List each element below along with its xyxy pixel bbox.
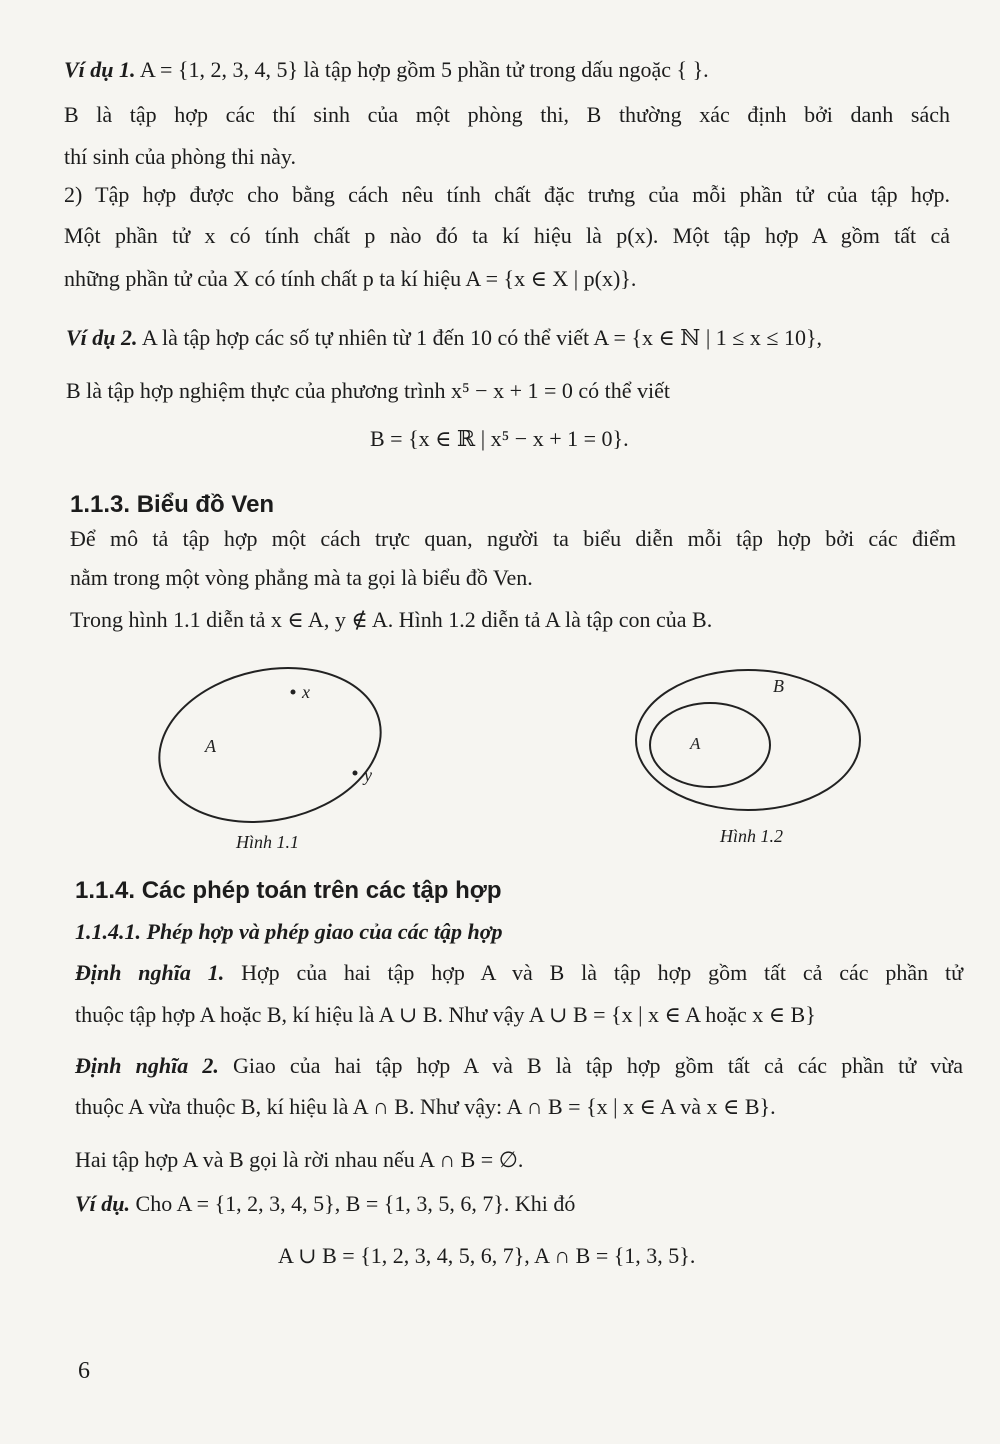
paragraph-line: thuộc A vừa thuộc B, kí hiệu là A ∩ B. Như vậy: A ∩ B = {x | x ∈ A và x ∈ B}. [75,1094,776,1119]
definition-1-label: Định nghĩa 1. [75,960,225,985]
venn-diagram-1 [150,655,390,835]
definition-1-text: Hợp của hai tập hợp A và B là tập hợp gồm tất cả các phần tử [224,960,964,985]
example-1-label: Ví dụ 1. [64,57,136,82]
paragraph-line: thuộc tập hợp A hoặc B, kí hiệu là A ∪ B. Như vậy A ∪ B = {x | x ∈ A hoặc x ∈ B} [75,1002,816,1027]
paragraph-line: 2) Tập hợp được cho bằng cách nêu tính chất đặc trưng của mỗi phần tử của tập hợp. [64,182,950,207]
paragraph-line: Một phần tử x có tính chất p nào đó ta kí hiệu là p(x). Một tập hợp A gồm tất cả [64,223,950,248]
paragraph-line: những phần tử của X có tính chất p ta kí hiệu A = {x ∈ X | p(x)}. [64,266,637,291]
paragraph-line: nằm trong một vòng phẳng mà ta gọi là biểu đồ Ven. [70,565,533,590]
paragraph-line: Hai tập hợp A và B gọi là rời nhau nếu A ∩ B = ∅. [75,1147,524,1172]
point-y-label: y [364,765,372,785]
section-heading: 1.1.4. Các phép toán trên các tập hợp [75,877,502,904]
example-1-text: A = {1, 2, 3, 4, 5} là tập hợp gồm 5 phần tử trong dấu ngoặc { }. [135,57,709,82]
venn-diagram-2 [630,655,870,825]
definition-1-line [75,959,963,987]
point-x-dot [291,690,296,695]
subsection-heading: 1.1.4.1. Phép hợp và phép giao của các tập hợp [75,919,503,944]
figure-1-caption: Hình 1.1 [236,832,299,852]
example-label: Ví dụ. [75,1191,131,1216]
set-a-label: A [690,734,701,753]
example-1-line [64,56,709,84]
example-line [75,1190,575,1218]
set-b-label: B [773,676,784,696]
example-2-line [66,324,822,352]
example-2-label: Ví dụ 2. [66,325,138,350]
set-a-ellipse [650,703,770,787]
set-a-label: A [205,736,216,756]
paragraph-line: Trong hình 1.1 diễn tả x ∈ A, y ∉ A. Hình 1.2 diễn tả A là tập con của B. [70,607,713,632]
formula-line: B = {x ∈ ℝ | x⁵ − x + 1 = 0}. [370,426,629,451]
section-heading: 1.1.3. Biểu đồ Ven [70,491,275,518]
paragraph-line: thí sinh của phòng thi này. [64,144,296,169]
formula-line: A ∪ B = {1, 2, 3, 4, 5, 6, 7}, A ∩ B = {1, 3, 5}. [278,1243,696,1268]
definition-2-text: Giao của hai tập hợp A và B là tập hợp gồm tất cả các phần tử vừa [218,1053,963,1078]
example-text: Cho A = {1, 2, 3, 4, 5}, B = {1, 3, 5, 6, 7}. Khi đó [130,1191,576,1216]
definition-2-label: Định nghĩa 2. [75,1053,219,1078]
figure-2-caption: Hình 1.2 [720,826,783,846]
point-y-dot [353,771,358,776]
paragraph-line: B là tập hợp các thí sinh của một phòng thi, B thường xác định bởi danh sách [64,102,950,127]
paragraph-line: B là tập hợp nghiệm thực của phương trình x⁵ − x + 1 = 0 có thể viết [66,378,671,403]
set-a-ellipse [150,655,390,835]
paragraph-line: Để mô tả tập hợp một cách trực quan, người ta biểu diễn mỗi tập hợp bởi các điểm [70,526,956,551]
example-2-text: A là tập hợp các số tự nhiên từ 1 đến 10 có thể viết A = {x ∈ ℕ | 1 ≤ x ≤ 10}, [137,325,823,350]
page-number: 6 [78,1358,90,1384]
definition-2-line [75,1052,963,1080]
set-b-ellipse [636,670,860,810]
point-x-label: x [302,682,310,702]
